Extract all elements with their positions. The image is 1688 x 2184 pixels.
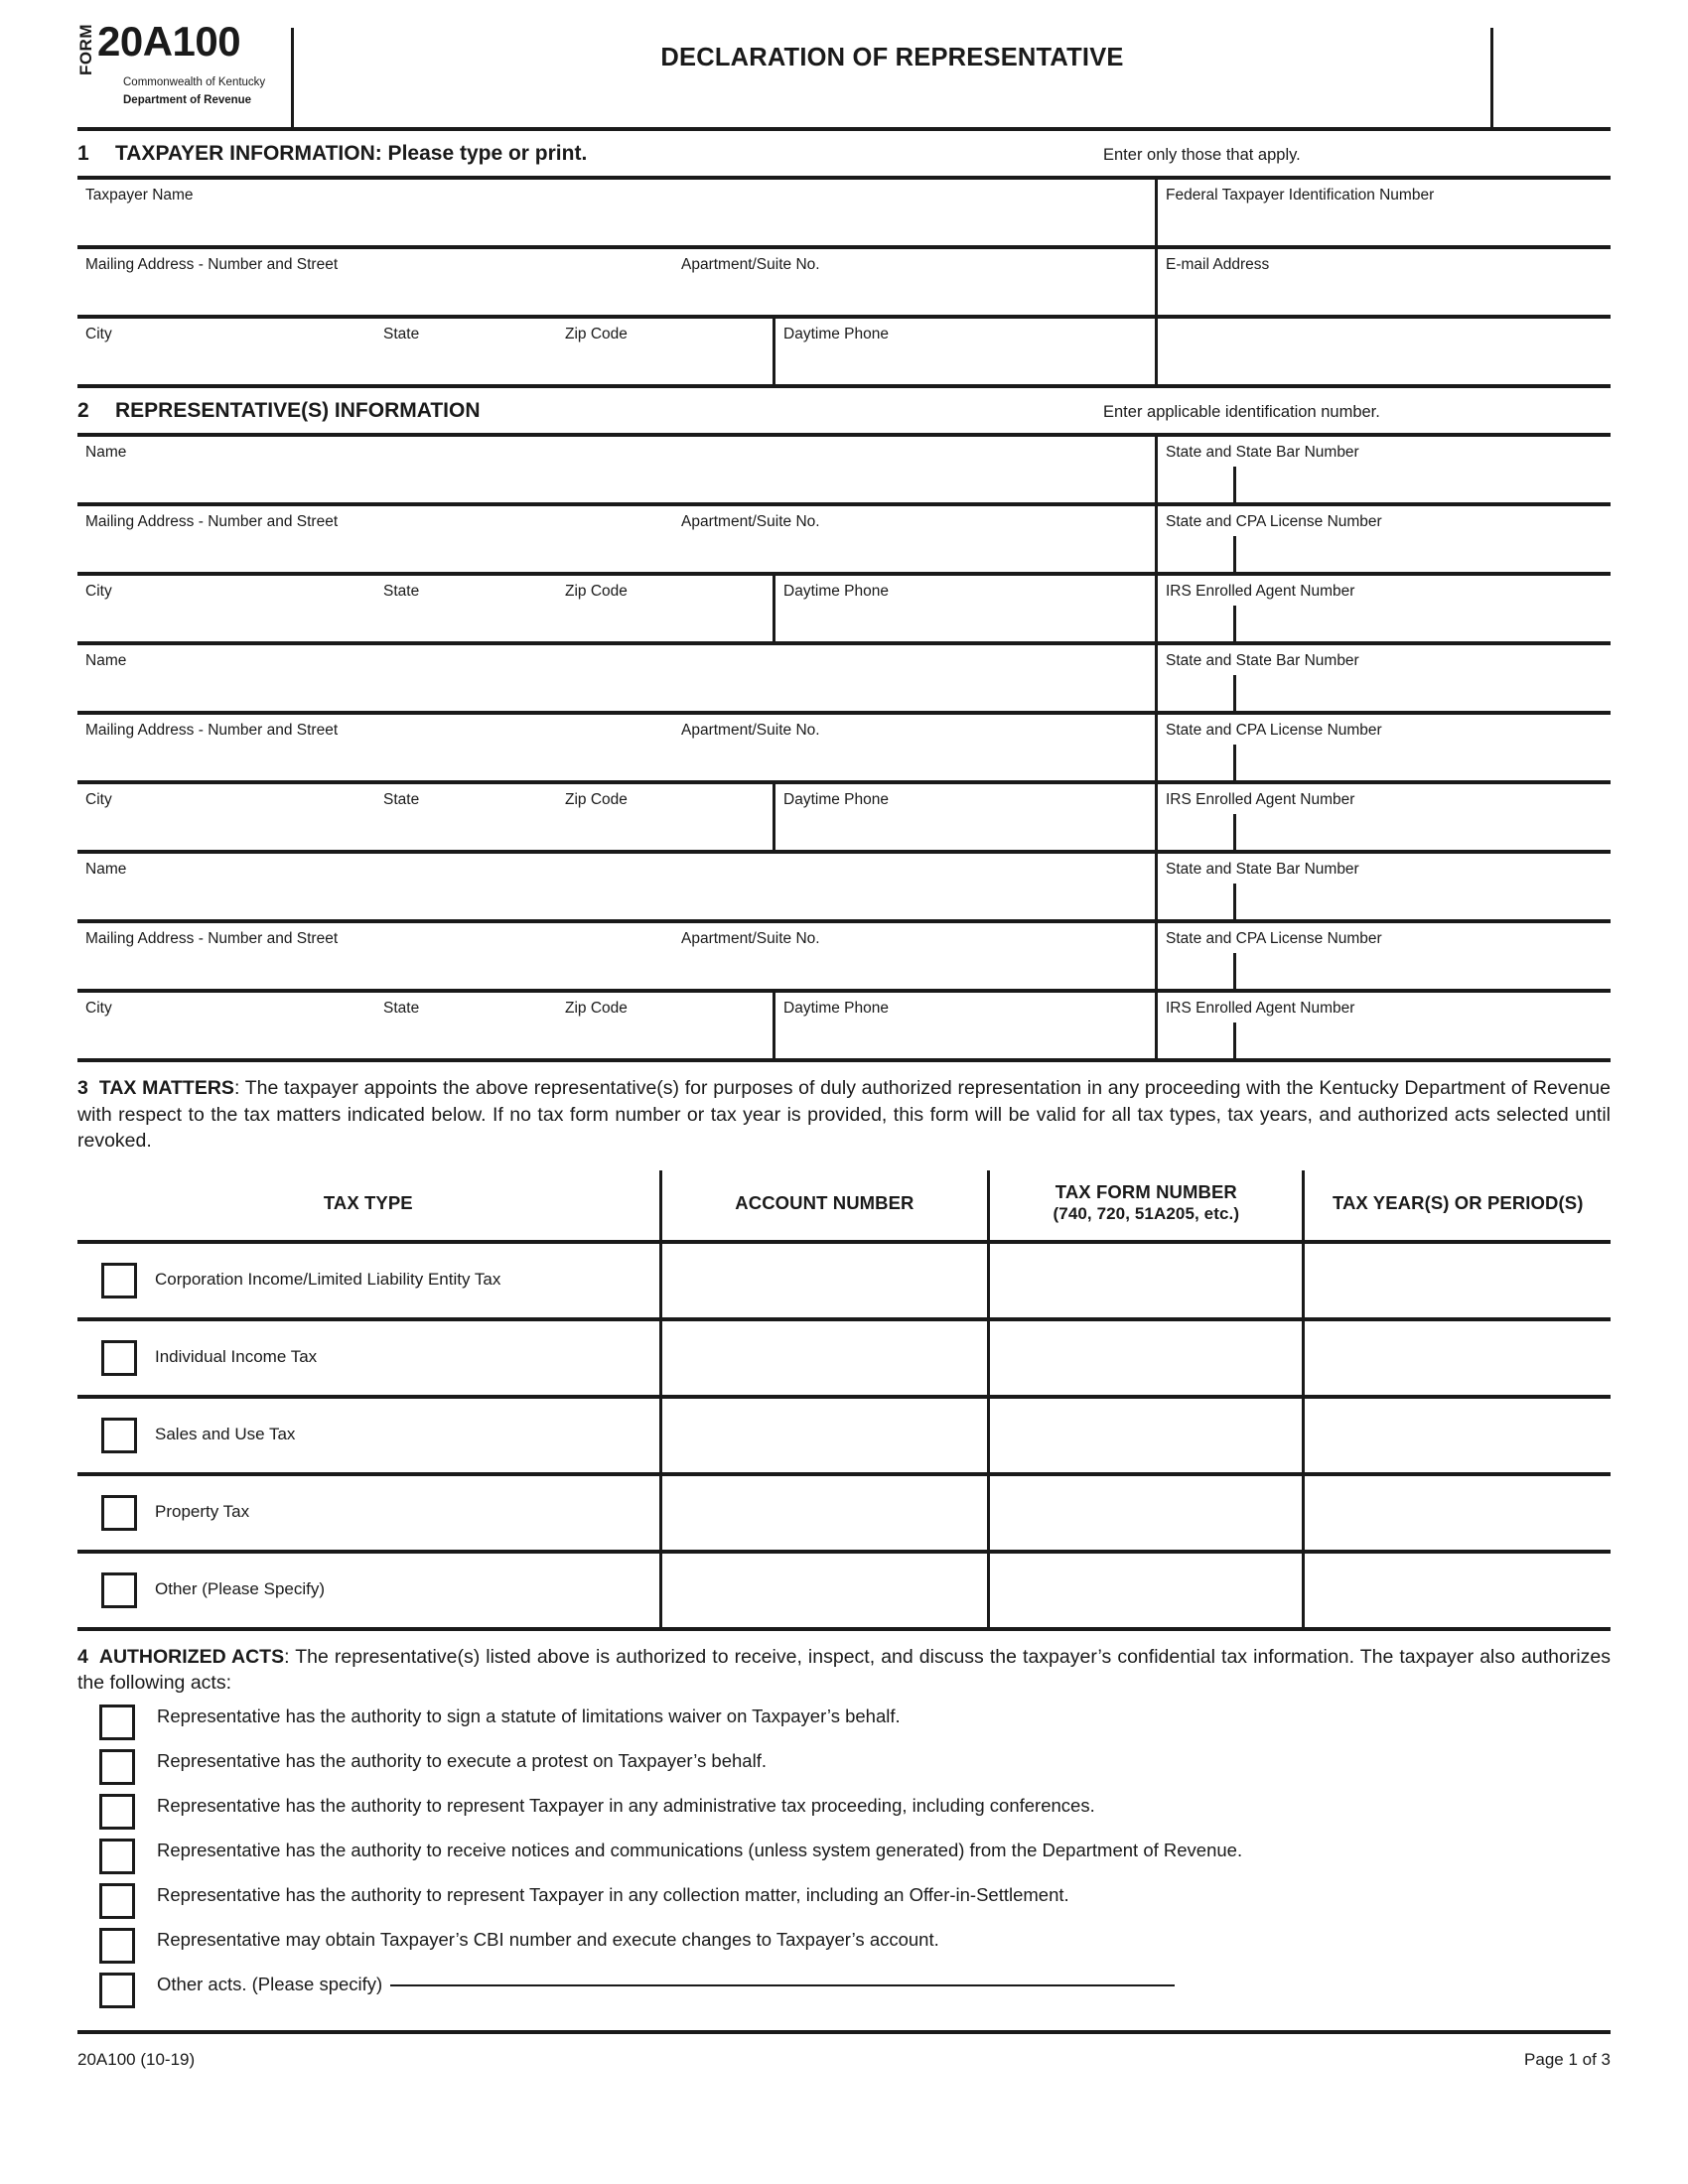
rep-irs-agent-field[interactable] — [1155, 784, 1611, 850]
tax-years-cell[interactable] — [1304, 1319, 1611, 1397]
tax-type-cell — [77, 1552, 660, 1629]
table-row — [77, 1397, 1611, 1474]
rep-city-row — [77, 576, 1611, 641]
tax-type-cell — [77, 1397, 660, 1474]
section-3-title: TAX MATTERS — [98, 1077, 234, 1099]
taxpayer-zip-label: Zip Code — [565, 326, 628, 342]
tax-type-checkbox[interactable] — [101, 1418, 137, 1453]
authorized-acts-list — [77, 1703, 1611, 2008]
tax-form-number-cell[interactable] — [989, 1397, 1304, 1474]
authorized-act-checkbox[interactable] — [99, 1928, 135, 1964]
table-row — [77, 1552, 1611, 1629]
authorized-act-checkbox[interactable] — [99, 1839, 135, 1874]
authorized-act-checkbox[interactable] — [99, 1749, 135, 1785]
rep-address-label: Mailing Address - Number and Street — [85, 930, 339, 947]
authorized-act-text — [135, 1971, 1175, 1997]
tax-type-checkbox[interactable] — [101, 1495, 137, 1531]
rep-address-label: Mailing Address - Number and Street — [85, 513, 339, 530]
taxpayer-phone-field[interactable] — [773, 319, 1155, 384]
rep-irs-agent-tick — [1233, 606, 1236, 641]
rep-zip-label: Zip Code — [565, 1000, 628, 1017]
rep-bar-number-label: State and State Bar Number — [1166, 861, 1359, 878]
taxpayer-apartment-label: Apartment/Suite No. — [681, 256, 820, 273]
tax-type-cell — [77, 1474, 660, 1552]
taxpayer-phone-label: Daytime Phone — [783, 326, 889, 342]
rep-zip-field[interactable] — [557, 576, 773, 641]
taxpayer-apartment-field[interactable] — [673, 249, 1155, 315]
authorized-act-text — [135, 1792, 1095, 1819]
account-number-cell[interactable] — [660, 1319, 989, 1397]
taxpayer-federal-tin-field[interactable] — [1155, 180, 1611, 245]
taxpayer-blank-field[interactable] — [1155, 319, 1611, 384]
rep-apartment-field[interactable] — [673, 923, 1155, 989]
section-3-body: : The taxpayer appoints the above representative(s) for purposes of duly authorized representation in any proceeding with the Kentucky Department of Revenue with respect to the tax matters indicated below. If no tax form number or tax year is provided, this form will be valid for all tax types, tax years, and authorized acts selected until revoked. — [77, 1077, 1611, 1153]
tax-type-cell — [77, 1242, 660, 1319]
rep-phone-field[interactable] — [773, 993, 1155, 1058]
table-row — [77, 1474, 1611, 1552]
rep-name-field[interactable] — [77, 854, 1155, 919]
taxpayer-state-label: State — [383, 326, 420, 342]
form-word-label: FORM — [76, 24, 95, 76]
tax-form-number-cell[interactable] — [989, 1552, 1304, 1629]
tax-type-cell — [77, 1319, 660, 1397]
rep-address-field[interactable] — [77, 715, 673, 780]
rep-irs-agent-field[interactable] — [1155, 576, 1611, 641]
rep-zip-field[interactable] — [557, 993, 773, 1058]
authorized-act-label: Other acts. (Please specify) — [157, 1973, 383, 1994]
rep-state-field[interactable] — [375, 993, 557, 1058]
authorized-act-text — [135, 1747, 767, 1774]
tax-years-cell[interactable] — [1304, 1242, 1611, 1319]
rep-cpa-number-label: State and CPA License Number — [1166, 722, 1382, 739]
authorized-act-row — [77, 1792, 1611, 1830]
rep-irs-agent-label: IRS Enrolled Agent Number — [1166, 583, 1355, 600]
taxpayer-email-field[interactable] — [1155, 249, 1611, 315]
taxpayer-city-field[interactable] — [77, 319, 375, 384]
form-footer — [77, 2034, 1611, 2070]
authorized-act-text — [135, 1881, 1069, 1908]
form-number: 20A100 — [97, 18, 241, 65]
section-1-note: Enter only those that apply. — [1103, 146, 1301, 164]
section-4-paragraph — [77, 1631, 1611, 1697]
tax-type-label: Individual Income Tax — [155, 1347, 318, 1367]
agency-block — [123, 74, 265, 110]
tax-table-head-tax-years: TAX YEAR(S) OR PERIOD(S) — [1304, 1170, 1611, 1242]
section-2-header — [77, 388, 1611, 433]
rep-cpa-number-label: State and CPA License Number — [1166, 513, 1382, 530]
tax-type-label: Corporation Income/Limited Liability Entity Tax — [155, 1270, 501, 1290]
authorized-act-checkbox[interactable] — [99, 1705, 135, 1740]
authorized-act-checkbox[interactable] — [99, 1883, 135, 1919]
rep-apartment-label: Apartment/Suite No. — [681, 722, 820, 739]
authorized-act-label: Representative has the authority to represent Taxpayer in any administrative tax proceeding, including conferences. — [157, 1794, 1095, 1816]
authorized-act-checkbox[interactable] — [99, 1794, 135, 1830]
footer-form-id: 20A100 (10-19) — [77, 2049, 196, 2069]
taxpayer-address-field[interactable] — [77, 249, 673, 315]
authorized-act-checkbox[interactable] — [99, 1973, 135, 2008]
section-4-title: AUTHORIZED ACTS — [98, 1645, 285, 1668]
rep-phone-label: Daytime Phone — [783, 1000, 889, 1017]
tax-form-number-cell[interactable] — [989, 1319, 1304, 1397]
tax-type-label: Property Tax — [155, 1502, 250, 1522]
authorized-act-row — [77, 1747, 1611, 1785]
rep-state-field[interactable] — [375, 576, 557, 641]
rep-cpa-number-field[interactable] — [1155, 506, 1611, 572]
taxpayer-email-label: E-mail Address — [1166, 256, 1270, 273]
rep-city-row — [77, 993, 1611, 1058]
tax-type-checkbox[interactable] — [101, 1340, 137, 1376]
taxpayer-name-row — [77, 180, 1611, 245]
tax-type-checkbox[interactable] — [101, 1263, 137, 1298]
authorized-act-row — [77, 1837, 1611, 1874]
section-4-body: : The representative(s) listed above is authorized to receive, inspect, and discuss the taxpayer’s confidential tax information. The taxpayer also authorizes the following acts: — [77, 1645, 1611, 1695]
rep-apartment-field[interactable] — [673, 715, 1155, 780]
other-acts-blank-line[interactable] — [390, 1984, 1175, 1986]
rep-city-label: City — [85, 791, 112, 808]
rep-name-row — [77, 437, 1611, 502]
taxpayer-address-label: Mailing Address - Number and Street — [85, 256, 339, 273]
rep-name-field[interactable] — [77, 437, 1155, 502]
rep-phone-field[interactable] — [773, 784, 1155, 850]
rep-city-field[interactable] — [77, 993, 375, 1058]
authorized-act-label: Representative has the authority to receive notices and communications (unless system generated) from the Department of Revenue. — [157, 1839, 1243, 1860]
authorized-act-label: Representative has the authority to represent Taxpayer in any collection matter, including an Offer-in-Settlement. — [157, 1883, 1069, 1905]
authorized-act-row — [77, 1971, 1611, 2008]
tax-type-label: Sales and Use Tax — [155, 1425, 296, 1444]
authorized-act-row — [77, 1881, 1611, 1919]
form-title-container — [294, 0, 1490, 127]
rep-bar-number-tick — [1233, 467, 1236, 502]
authorized-act-row — [77, 1703, 1611, 1740]
tax-years-cell[interactable] — [1304, 1397, 1611, 1474]
rep-name-row — [77, 645, 1611, 711]
taxpayer-city-row — [77, 319, 1611, 384]
section-1-header — [77, 131, 1611, 176]
rep-name-row — [77, 854, 1611, 919]
rep-irs-agent-field[interactable] — [1155, 993, 1611, 1058]
rep-address-field[interactable] — [77, 923, 673, 989]
rep-apartment-field[interactable] — [673, 506, 1155, 572]
tax-matters-table — [77, 1170, 1611, 1631]
rep-city-label: City — [85, 583, 112, 600]
rep-cpa-number-field[interactable] — [1155, 923, 1611, 989]
tax-form-number-main: TAX FORM NUMBER — [1055, 1181, 1237, 1203]
rep-cpa-number-field[interactable] — [1155, 715, 1611, 780]
rep-zip-field[interactable] — [557, 784, 773, 850]
rep-address-row — [77, 506, 1611, 572]
representative-information-grid — [77, 437, 1611, 1062]
rep-irs-agent-tick — [1233, 1023, 1236, 1058]
section-3-paragraph — [77, 1062, 1611, 1155]
tax-form-number-cell[interactable] — [989, 1474, 1304, 1552]
rep-city-field[interactable] — [77, 784, 375, 850]
rep-bar-number-tick — [1233, 675, 1236, 711]
form-title: DECLARATION OF REPRESENTATIVE — [660, 43, 1124, 71]
authorized-act-label: Representative has the authority to sign a statute of limitations waiver on Taxpayer’s behalf. — [157, 1705, 901, 1726]
rep-phone-label: Daytime Phone — [783, 791, 889, 808]
rep-cpa-number-label: State and CPA License Number — [1166, 930, 1382, 947]
taxpayer-address-row — [77, 249, 1611, 315]
rep-name-field[interactable] — [77, 645, 1155, 711]
authorized-act-label: Representative has the authority to execute a protest on Taxpayer’s behalf. — [157, 1749, 767, 1771]
rep-bar-number-field[interactable] — [1155, 437, 1611, 502]
taxpayer-zip-field[interactable] — [557, 319, 773, 384]
rep-bar-number-field[interactable] — [1155, 854, 1611, 919]
tax-years-cell[interactable] — [1304, 1474, 1611, 1552]
header-spacer — [1493, 0, 1611, 127]
rep-address-label: Mailing Address - Number and Street — [85, 722, 339, 739]
section-2-number: 2 — [77, 399, 89, 422]
commonwealth-label: Commonwealth of Kentucky — [123, 75, 266, 88]
rep-cpa-number-tick — [1233, 745, 1236, 780]
tax-table-head-account-number: ACCOUNT NUMBER — [660, 1170, 989, 1242]
rep-state-label: State — [383, 791, 420, 808]
authorized-act-label: Representative may obtain Taxpayer’s CBI number and execute changes to Taxpayer’s account. — [157, 1928, 939, 1950]
taxpayer-state-field[interactable] — [375, 319, 557, 384]
form-identity-block — [77, 0, 291, 127]
rep-bar-number-tick — [1233, 884, 1236, 919]
authorized-act-row — [77, 1926, 1611, 1964]
section-1-number: 1 — [77, 142, 89, 165]
rep-zip-label: Zip Code — [565, 583, 628, 600]
table-row — [77, 1319, 1611, 1397]
section-2-title: REPRESENTATIVE(S) INFORMATION — [115, 399, 481, 422]
authorized-act-text — [135, 1703, 901, 1729]
rep-address-row — [77, 715, 1611, 780]
table-row — [77, 1242, 1611, 1319]
account-number-cell[interactable] — [660, 1474, 989, 1552]
rep-irs-agent-tick — [1233, 814, 1236, 850]
rep-apartment-label: Apartment/Suite No. — [681, 930, 820, 947]
rep-phone-label: Daytime Phone — [783, 583, 889, 600]
department-label: Department of Revenue — [123, 93, 252, 106]
section-2-note: Enter applicable identification number. — [1103, 403, 1380, 421]
rep-zip-label: Zip Code — [565, 791, 628, 808]
rep-bar-number-field[interactable] — [1155, 645, 1611, 711]
rep-state-field[interactable] — [375, 784, 557, 850]
tax-table-header-row — [77, 1170, 1611, 1242]
rep-apartment-label: Apartment/Suite No. — [681, 513, 820, 530]
section-3-number: 3 — [77, 1077, 88, 1099]
tax-type-label: Other (Please Specify) — [155, 1579, 326, 1599]
tax-form-number-sub: (740, 720, 51A205, etc.) — [1053, 1204, 1240, 1224]
rep-city-label: City — [85, 1000, 112, 1017]
tax-type-checkbox[interactable] — [101, 1572, 137, 1608]
section-1-title: TAXPAYER INFORMATION: Please type or print. — [115, 142, 588, 165]
taxpayer-name-label: Taxpayer Name — [85, 187, 194, 204]
rep-city-row — [77, 784, 1611, 850]
form-header — [77, 0, 1611, 127]
rep-name-label: Name — [85, 652, 127, 669]
taxpayer-name-field[interactable] — [77, 180, 1155, 245]
account-number-cell[interactable] — [660, 1552, 989, 1629]
taxpayer-federal-tin-label: Federal Taxpayer Identification Number — [1166, 187, 1435, 204]
rep-cpa-number-tick — [1233, 536, 1236, 572]
account-number-cell[interactable] — [660, 1242, 989, 1319]
rep-bar-number-label: State and State Bar Number — [1166, 444, 1359, 461]
footer-page-number: Page 1 of 3 — [1524, 2049, 1611, 2069]
rep-name-label: Name — [85, 861, 127, 878]
rep-state-label: State — [383, 1000, 420, 1017]
tax-table-head-tax-form-number — [989, 1170, 1304, 1242]
tax-table-head-tax-type: TAX TYPE — [323, 1191, 413, 1213]
section-4-number: 4 — [77, 1645, 88, 1668]
taxpayer-information-grid — [77, 180, 1611, 388]
authorized-act-text — [135, 1837, 1242, 1863]
rep-cpa-number-tick — [1233, 953, 1236, 989]
taxpayer-city-label: City — [85, 326, 112, 342]
rep-state-label: State — [383, 583, 420, 600]
rep-city-field[interactable] — [77, 576, 375, 641]
rep-phone-field[interactable] — [773, 576, 1155, 641]
rep-irs-agent-label: IRS Enrolled Agent Number — [1166, 1000, 1355, 1017]
tax-form-number-cell[interactable] — [989, 1242, 1304, 1319]
rep-address-row — [77, 923, 1611, 989]
account-number-cell[interactable] — [660, 1397, 989, 1474]
tax-years-cell[interactable] — [1304, 1552, 1611, 1629]
rep-name-label: Name — [85, 444, 127, 461]
rep-bar-number-label: State and State Bar Number — [1166, 652, 1359, 669]
authorized-act-text — [135, 1926, 939, 1953]
rep-address-field[interactable] — [77, 506, 673, 572]
rep-irs-agent-label: IRS Enrolled Agent Number — [1166, 791, 1355, 808]
tax-table-body — [77, 1242, 1611, 1629]
